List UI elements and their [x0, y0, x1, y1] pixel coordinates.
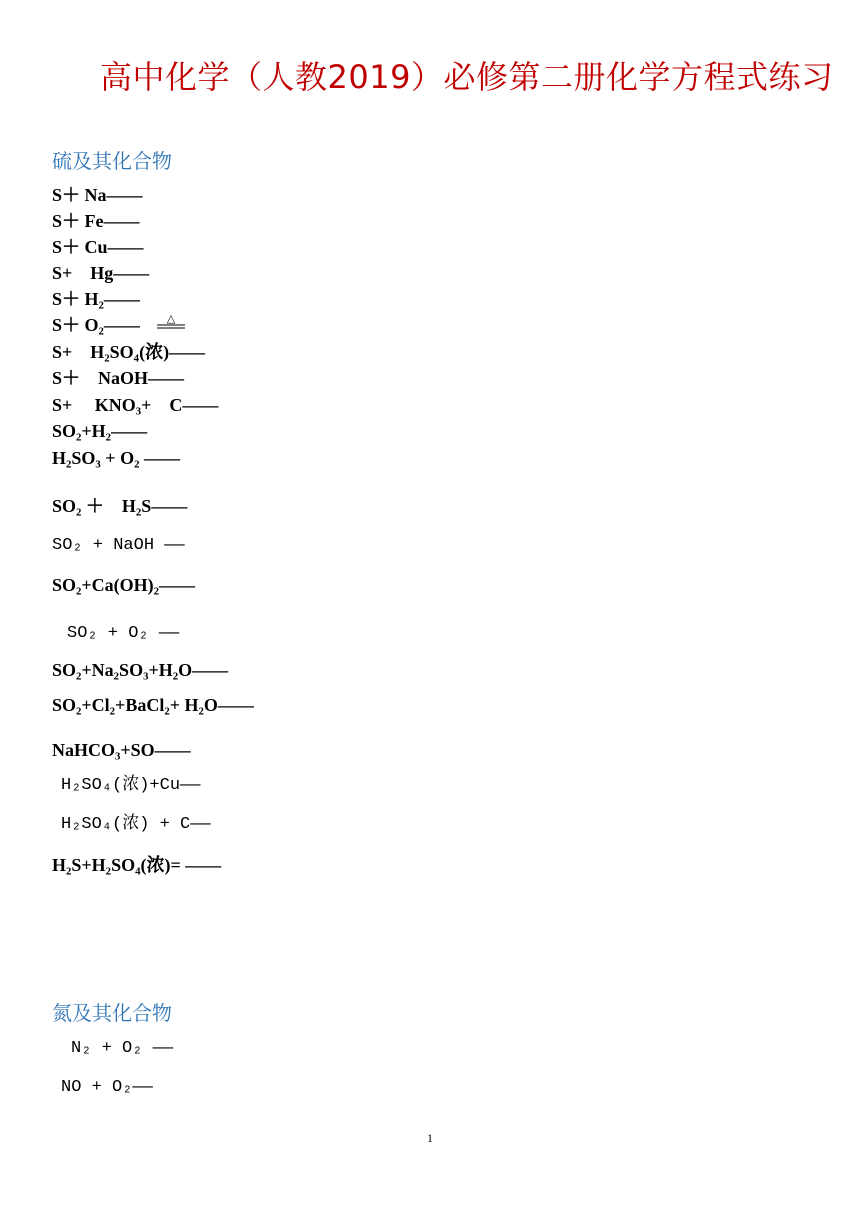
equation-line: S＋ Fe——	[52, 211, 140, 231]
heating-condition-symbol	[156, 313, 186, 329]
equation-line: S＋ NaOH——	[52, 368, 185, 388]
section-heading-sulfur: 硫及其化合物	[52, 149, 172, 173]
equation-line: SO₂+Ca(OH)₂——	[52, 575, 196, 595]
equation-line: S＋ Cu——	[52, 237, 144, 257]
equation-line: SO₂+Cl₂+BaCl₂+ H₂O——	[52, 695, 254, 715]
equation-line: H₂SO₃ + O₂ ——	[52, 448, 180, 468]
svg-text:△: △	[166, 313, 176, 325]
page-title: 高中化学（人教2019）必修第二册化学方程式练习	[100, 58, 834, 96]
equation-line: SO₂ + O₂ ——	[67, 624, 180, 643]
equation-line: S＋ O₂——	[52, 315, 140, 335]
section-heading-nitrogen: 氮及其化合物	[52, 1001, 172, 1025]
equation-line: H₂S+H₂SO₄(浓)= ——	[52, 855, 222, 875]
equation-line: H₂SO₄(浓)+Cu——	[61, 776, 201, 795]
equation-line: S＋ Na——	[52, 185, 143, 205]
equation-line: SO₂ ＋ H₂S——	[52, 496, 188, 516]
equation-line: S＋ H₂——	[52, 289, 140, 309]
equation-line: SO₂ + NaOH ——	[52, 536, 185, 555]
equation-line: NaHCO₃+SO——	[52, 740, 191, 760]
page-number: 1	[427, 1131, 433, 1145]
equation-line: NO + O₂——	[61, 1078, 153, 1097]
equation-line: SO₂+H₂——	[52, 421, 148, 441]
equation-line: N₂ + O₂ ——	[71, 1039, 174, 1058]
equation-line: S+ H₂SO₄(浓)——	[52, 342, 206, 362]
equation-line: H₂SO₄(浓) + C——	[61, 815, 211, 834]
equation-line: S+ KNO₃+ C——	[52, 395, 219, 415]
equation-line: SO₂+Na₂SO₃+H₂O——	[52, 660, 229, 680]
equation-line: S+ Hg——	[52, 263, 150, 283]
